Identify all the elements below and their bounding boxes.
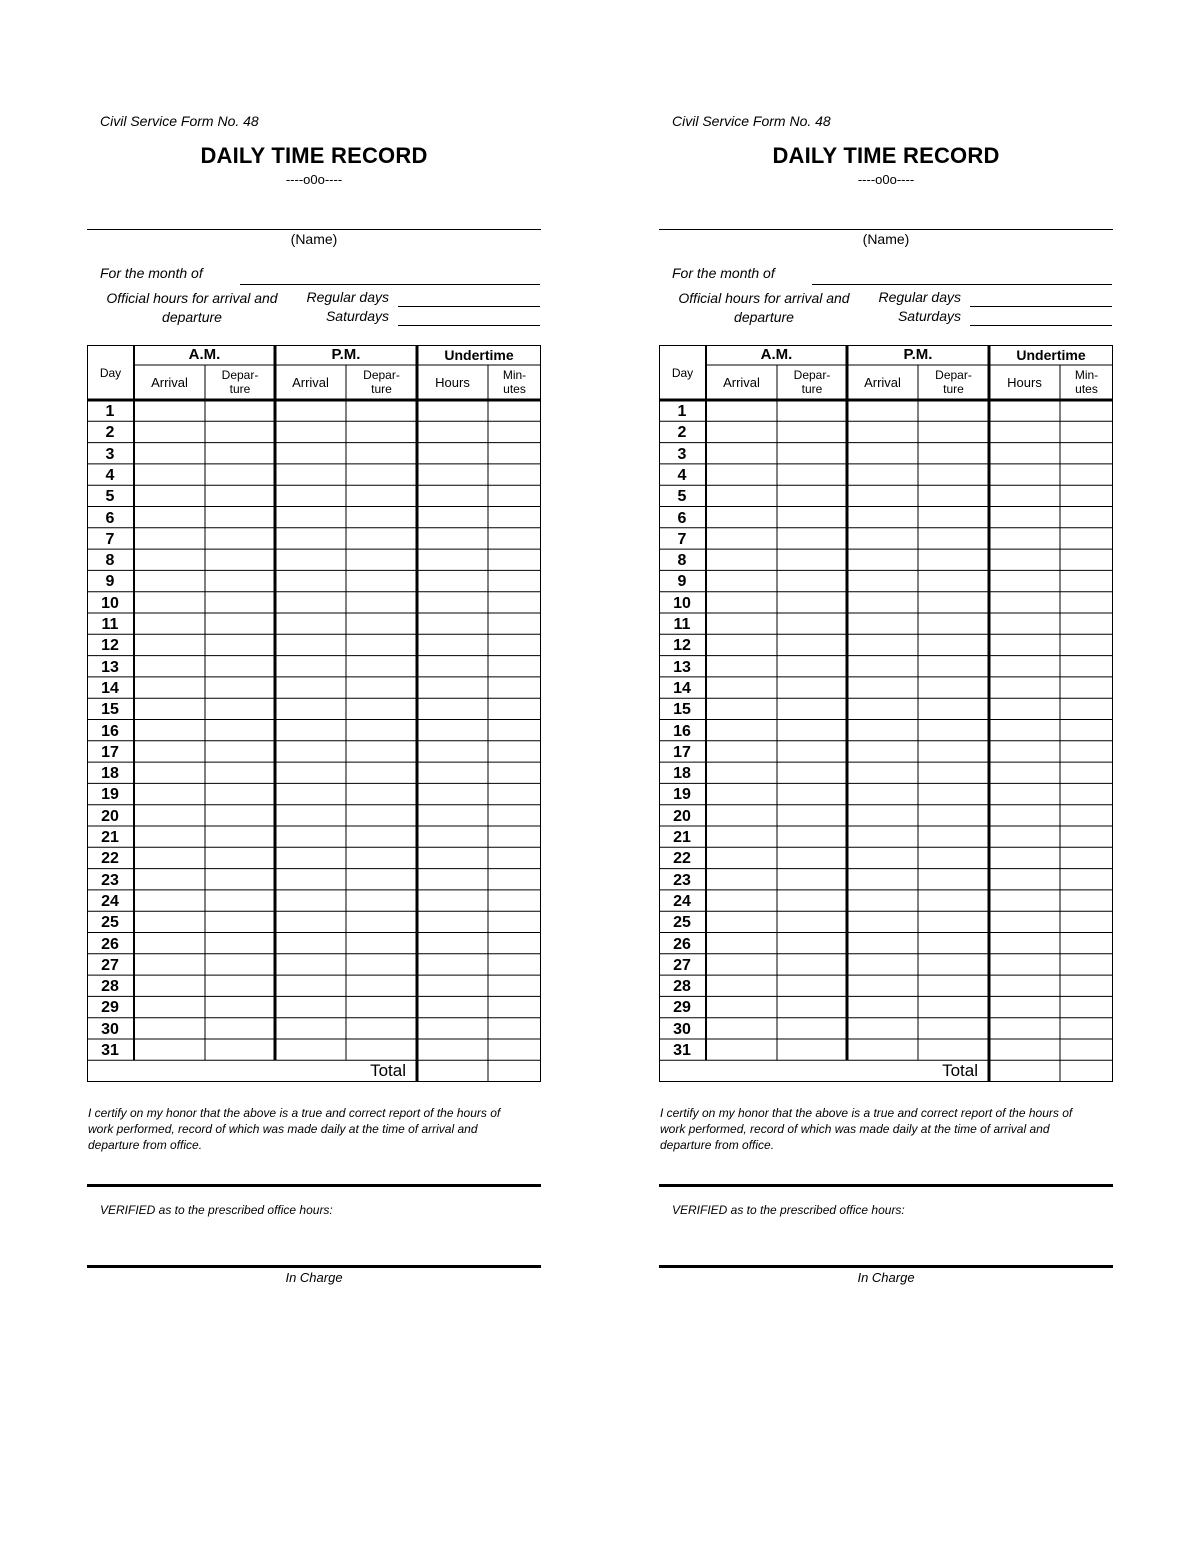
day-number: 22 [101,850,119,868]
am-header: A.M. [188,346,221,363]
day-number: 17 [101,743,119,761]
day-number: 5 [105,488,115,506]
minutes-header: Min- utes [1074,368,1099,396]
verified-text: VERIFIED as to the prescribed office hours: [100,1203,333,1217]
day-number: 27 [101,956,119,974]
saturdays-line [398,325,540,326]
day-number: 31 [673,1042,691,1059]
day-number: 19 [101,786,119,804]
day-number: 12 [101,637,119,655]
form-title: DAILY TIME RECORD [772,143,1000,168]
day-number: 22 [673,850,691,868]
day-number: 4 [105,466,115,484]
in-charge-signature-line [87,1265,541,1268]
day-number: 31 [101,1042,119,1059]
day-number: 10 [101,594,119,612]
total-label: Total [942,1061,978,1080]
day-number: 4 [677,466,687,484]
verified-text: VERIFIED as to the prescribed office hours: [672,1203,905,1217]
in-charge-caption: In Charge [857,1270,915,1285]
name-line [659,229,1113,230]
day-number: 29 [673,999,691,1017]
day-number: 8 [105,552,115,570]
day-number: 15 [673,701,691,719]
day-number: 1 [677,403,687,420]
day-number: 26 [673,935,691,953]
day-number: 23 [101,871,119,889]
day-number: 14 [101,679,119,697]
day-number: 11 [673,616,691,633]
day-number: 1 [105,403,115,420]
day-number: 9 [105,573,115,591]
certification-text: I certify on my honor that the above is a true and correct report of the hours of work performed, record of which was made daily at the time of arrival and departure from office. [660,1106,1073,1152]
certification-text: I certify on my honor that the above is a true and correct report of the hours of work performed, record of which was made daily at the time of arrival and departure from office. [88,1106,501,1152]
day-number: 20 [673,807,691,825]
pm-header: P.M. [903,346,933,363]
pm-header: P.M. [331,346,361,363]
day-number: 16 [673,722,691,740]
day-number: 28 [673,978,691,996]
title-decoration: ----o0o---- [285,172,343,187]
day-number: 19 [673,786,691,804]
title-decoration: ----o0o---- [857,172,915,187]
name-caption: (Name) [290,231,338,247]
regular-days-label: Regular days [878,289,961,305]
table-grid-lines [87,345,541,1083]
am-arrival-header: Arrival [723,375,760,390]
pm-arrival-header: Arrival [292,375,329,390]
employee-signature-line [87,1184,541,1187]
total-label: Total [370,1061,406,1080]
day-number: 9 [677,573,687,591]
in-charge-signature-line [659,1265,1113,1268]
employee-signature-line [659,1184,1113,1187]
am-arrival-header: Arrival [151,375,188,390]
day-number: 26 [101,935,119,953]
am-header: A.M. [760,346,793,363]
day-number: 24 [101,892,119,910]
time-record-table [87,345,541,1083]
day-number: 11 [101,616,119,633]
minutes-header: Min- utes [502,368,527,396]
hours-header: Hours [1007,375,1042,390]
day-number: 13 [101,658,119,676]
day-number: 5 [677,488,687,506]
day-header: Day [99,366,122,380]
table-grid-lines [659,345,1113,1083]
day-number: 16 [101,722,119,740]
day-number: 2 [677,424,687,442]
day-number: 2 [105,424,115,442]
am-departure-header: Depar- ture [221,368,259,396]
month-line [240,284,540,285]
month-label: For the month of [100,265,203,281]
month-label: For the month of [672,265,775,281]
name-caption: (Name) [862,231,910,247]
day-number: 15 [101,701,119,719]
pm-arrival-header: Arrival [864,375,901,390]
saturdays-label: Saturdays [897,308,961,324]
regular-days-label: Regular days [306,289,389,305]
day-number: 7 [677,530,687,548]
saturdays-line [970,325,1112,326]
saturdays-label: Saturdays [325,308,389,324]
day-number: 30 [101,1020,119,1038]
form-number: Civil Service Form No. 48 [672,113,831,129]
official-hours-label: Official hours for arrival and departure [106,290,278,325]
day-number: 25 [673,914,691,932]
day-number: 24 [673,892,691,910]
day-number: 21 [101,829,119,846]
day-number: 3 [677,445,687,463]
regular-days-line [398,306,540,307]
day-number: 29 [101,999,119,1017]
day-number: 17 [673,743,691,761]
day-number: 18 [101,765,119,783]
undertime-header: Undertime [1016,347,1086,363]
form-number: Civil Service Form No. 48 [100,113,259,129]
dtr-form-left [87,0,541,1300]
am-departure-header: Depar- ture [793,368,831,396]
day-number: 6 [105,509,115,527]
day-number: 12 [673,637,691,655]
day-number: 8 [677,552,687,570]
day-number: 25 [101,914,119,932]
pm-departure-header: Depar- ture [363,368,400,396]
pm-departure-header: Depar- ture [935,368,972,396]
official-hours-label: Official hours for arrival and departure [678,290,850,325]
day-number: 13 [673,658,691,676]
day-number: 21 [673,829,691,846]
hours-header: Hours [435,375,470,390]
day-number: 20 [101,807,119,825]
regular-days-line [970,306,1112,307]
day-number: 30 [673,1020,691,1038]
day-number: 18 [673,765,691,783]
month-line [812,284,1112,285]
day-number: 14 [673,679,691,697]
in-charge-caption: In Charge [285,1270,343,1285]
day-number: 27 [673,956,691,974]
day-number: 10 [673,594,691,612]
name-line [87,229,541,230]
day-number: 6 [677,509,687,527]
dtr-form-right [659,0,1113,1300]
form-title: DAILY TIME RECORD [200,143,428,168]
day-number: 23 [673,871,691,889]
day-header: Day [671,366,694,380]
day-number: 28 [101,978,119,996]
undertime-header: Undertime [444,347,514,363]
time-record-table [659,345,1113,1083]
day-number: 3 [105,445,115,463]
day-number: 7 [105,530,115,548]
